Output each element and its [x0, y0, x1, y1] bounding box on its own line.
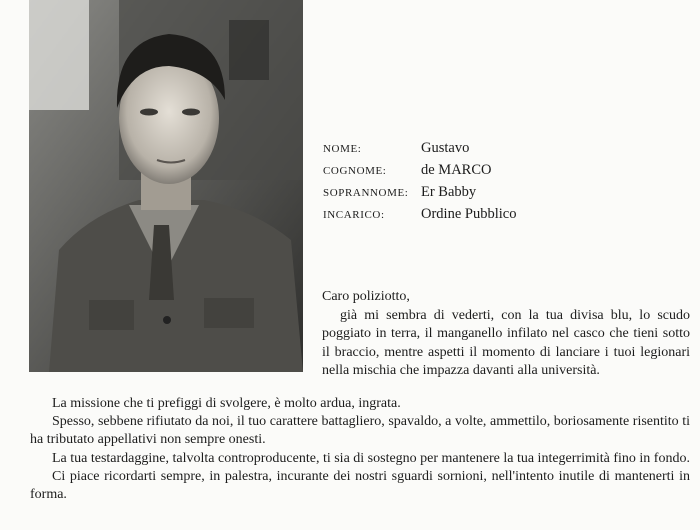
- field-soprannome: [323, 182, 516, 204]
- paragraph: La missione che ti prefiggi di svolgere, è molto ardua, ingrata.: [52, 396, 401, 411]
- paragraph: La tua testardaggine, talvolta controproducente, ti sia di sostegno per mantenere la tua integerrimità fino in fondo.: [52, 450, 690, 466]
- letter-opening: [322, 288, 690, 381]
- field-label: COGNOME:: [323, 165, 387, 177]
- letter-body: [30, 395, 690, 504]
- field-label: INCARICO:: [323, 209, 385, 221]
- field-label: NOME:: [323, 143, 362, 155]
- field-incarico: [323, 204, 516, 226]
- paragraph: già mi sembra di vederti, con la tua divisa blu, lo scudo poggiato in terra, il manganello infilato nel casco che tieni sotto il braccio, mentre aspetti il momento di lanciare i tuoi legionari nella mischia che impazza davanti alla università.: [322, 307, 690, 378]
- field-value: Ordine Pubblico: [421, 206, 517, 222]
- field-cognome: [323, 160, 516, 182]
- field-value: de MARCO: [421, 162, 492, 178]
- field-label: SOPRANNOME:: [323, 187, 409, 199]
- paragraph: Spesso, sebbene rifiutato da noi, il tuo carattere battagliero, spavaldo, a volte, ammettilo, boriosamente risentito ti ha tributato appellativi non sempre onesti.: [30, 414, 690, 448]
- field-value: Gustavo: [421, 140, 470, 156]
- profile-fields: [323, 138, 516, 226]
- paragraph: Ci piace ricordarti sempre, in palestra, incurante dei nostri sguardi sornioni, nell'intento inutile di mantenerti in forma.: [30, 468, 690, 503]
- field-value: Er Babby: [421, 184, 477, 200]
- portrait-photo: [29, 0, 303, 372]
- salutation: Caro poliziotto,: [322, 289, 410, 304]
- field-nome: [323, 138, 516, 160]
